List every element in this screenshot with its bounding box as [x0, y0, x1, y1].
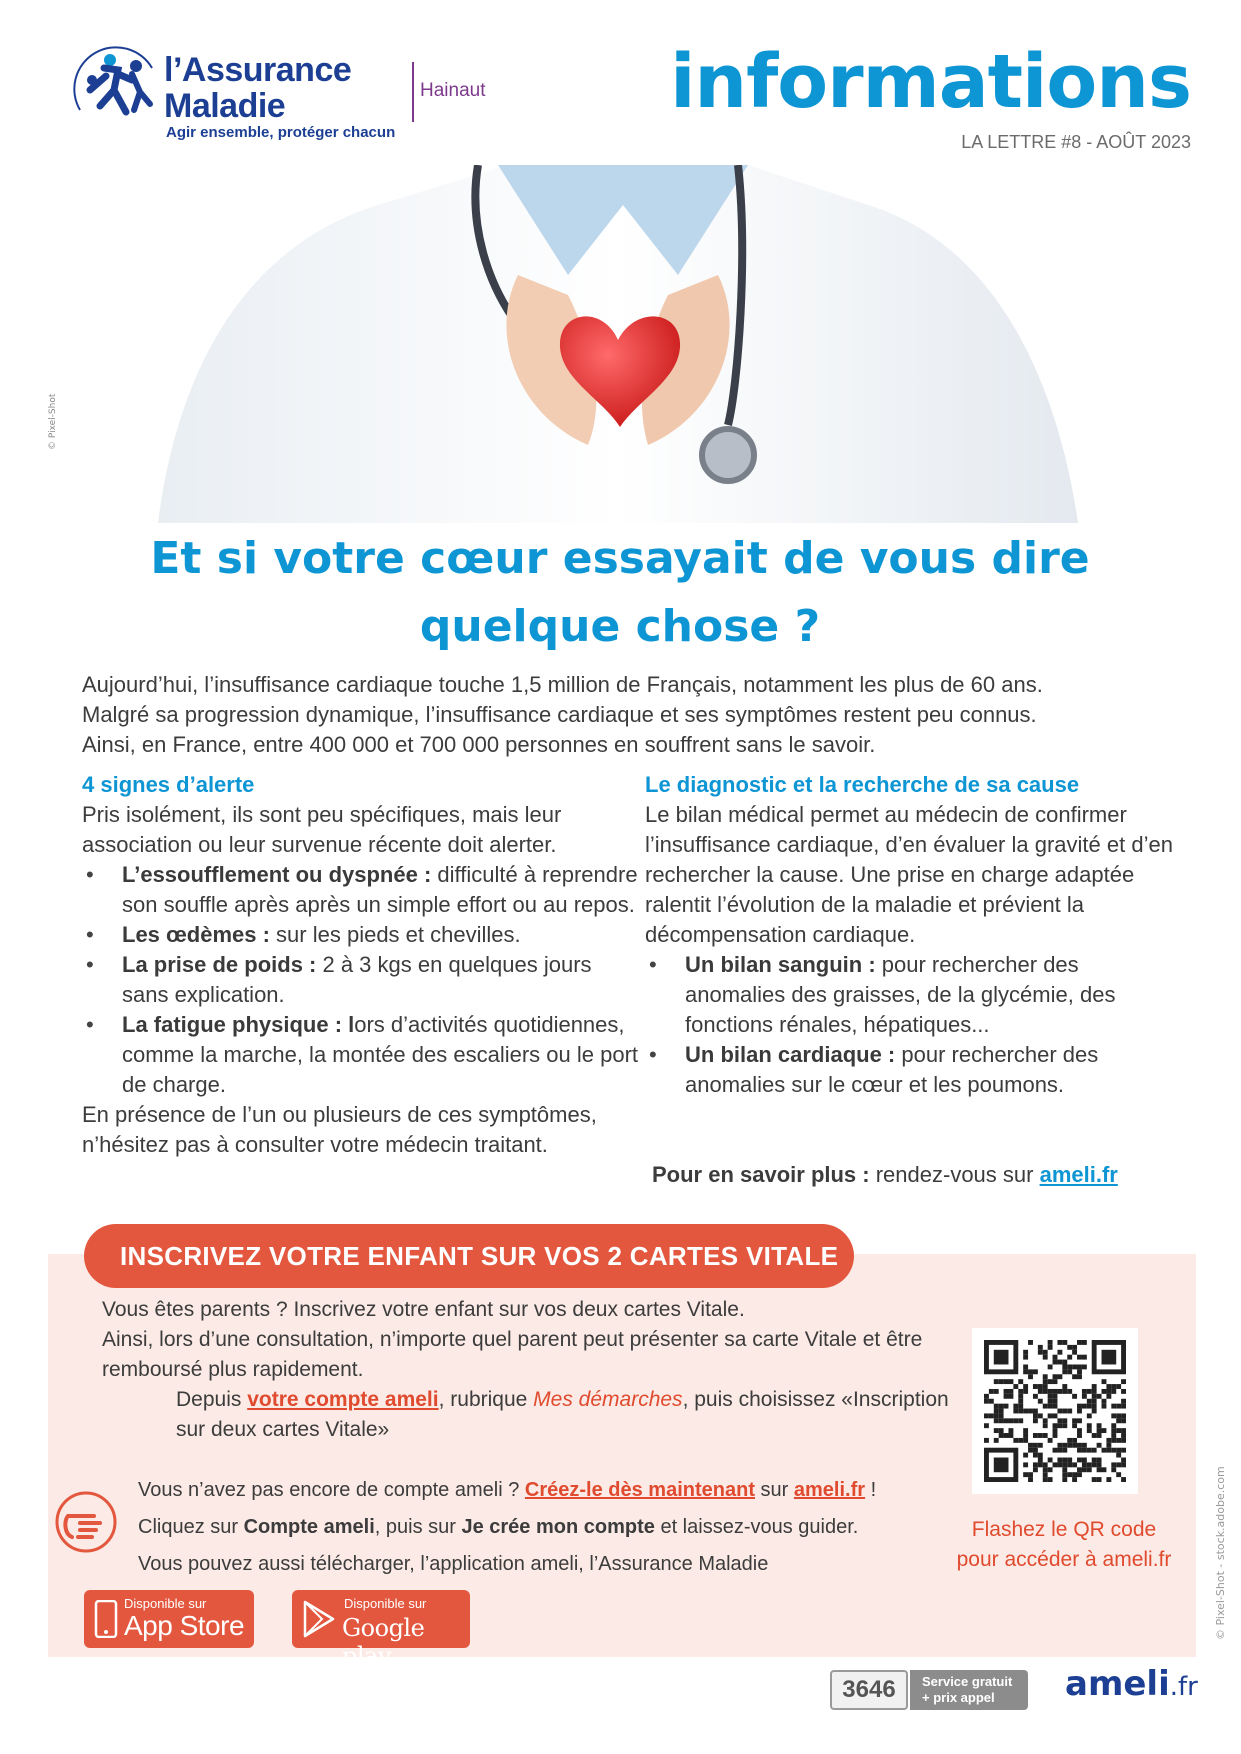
- warning-signs-section: 4 signes d’alerte Pris isolément, ils sont peu spécifiques, mais leur association ou leur survenue récente doit alerter. • L’essoufflement ou dyspnée : difficulté à reprendre son souffle après après un simple effort ou au repos. • Les œdèmes : sur les pieds et chevilles. • La prise de poids : 2 à 3 kgs en quelques jours sans explication. • La fatigue physique : lors d’activités quotidiennes, comme la marche, la montée des escaliers ou le port de charge. En présence de l’un ou plusieurs de ces symptômes, n’hésitez pas à consulter votre médecin traitant.: [82, 770, 642, 1160]
- phone-badge[interactable]: [830, 1670, 1030, 1710]
- qr-code: [972, 1328, 1138, 1494]
- ameli-account-link[interactable]: votre compte ameli: [247, 1388, 439, 1411]
- assurance-maladie-logo: [70, 40, 410, 160]
- assurance-maladie-emblem-icon: [70, 40, 160, 130]
- doctor-heart-photo: [48, 165, 1198, 523]
- masthead-title: informations: [670, 39, 1191, 125]
- phone-icon: [94, 1600, 118, 1638]
- list-item: • La fatigue physique : lors d’activités quotidiennes, comme la marche, la montée des escaliers ou le port de charge.: [122, 1010, 642, 1100]
- pointing-hand-icon: [54, 1490, 118, 1554]
- qr-caption: Flashez le QR code pour accéder à ameli.fr: [956, 1518, 1172, 1571]
- list-item: • La prise de poids : 2 à 3 kgs en quelques jours sans explication.: [122, 950, 642, 1010]
- headline: Et si votre cœur essayait de vous dire quelque chose ?: [150, 533, 1090, 652]
- account-text: Vous n’avez pas encore de compte ameli ? Créez-le dès maintenant sur ameli.fr ! Cliquez sur Compte ameli, puis sur Je crée mon compte et laissez-vous guider. Vous pouvez aussi télécharger, l’application ameli, l’Assurance Maladie: [138, 1479, 877, 1575]
- list-item: • Un bilan cardiaque : pour rechercher des anomalies sur le cœur et les poumons.: [685, 1040, 1185, 1100]
- diagnosis-list: [645, 950, 1185, 1100]
- ameli-footer-logo[interactable]: ameli.fr: [1065, 1664, 1198, 1704]
- vitale-text: Vous êtes parents ? Inscrivez votre enfant sur vos deux cartes Vitale. Ainsi, lors d’une consultation, n’importe quel parent peut présenter sa carte Vitale et être remboursé plus rapidement. Depuis votre compte ameli, rubrique Mes démarches, puis choisissez «Inscription sur deux cartes Vitale»: [102, 1298, 949, 1441]
- qr-code-icon: [984, 1340, 1126, 1482]
- list-item: • Un bilan sanguin : pour rechercher des anomalies des graisses, de la glycémie, des fonctions rénales, hépatiques...: [685, 950, 1185, 1040]
- doctor-heart-illustration: [48, 165, 1198, 523]
- diagnosis-section: Le diagnostic et la recherche de sa cause Le bilan médical permet au médecin de confirmer l’insuffisance cardiaque, d’en évaluer la gravité et d’en rechercher la cause. Une prise en charge adaptée ralentit l’évolution de la maladie et prévient la décompensation cardiaque. • Un bilan sanguin : pour rechercher des anomalies des graisses, de la glycémie, des fonctions rénales, hépatiques... • Un bilan cardiaque : pour rechercher des anomalies sur le cœur et les poumons.: [645, 770, 1185, 1100]
- ameli-fr-link[interactable]: ameli.fr: [793, 1479, 866, 1501]
- more-info-line: Pour en savoir plus : rendez-vous sur ameli.fr: [652, 1162, 1118, 1187]
- logo-divider: [412, 62, 414, 122]
- section-title: Le diagnostic et la recherche de sa cause: [645, 772, 1080, 797]
- phone-number: 3646: [830, 1670, 908, 1710]
- logo-title: l’Assurance Maladie: [164, 51, 352, 125]
- warning-signs-list: [82, 860, 642, 1100]
- intro-paragraph: Aujourd’hui, l’insuffisance cardiaque touche 1,5 million de Français, notamment les plus de 60 ans. Malgré sa progression dynamique, l’insuffisance cardiaque et ses symptômes restent peu connus. Ainsi, en France, entre 400 000 et 700 000 personnes en souffrent sans le savoir.: [82, 672, 1043, 757]
- logo-tagline: Agir ensemble, protéger chacun: [166, 124, 396, 141]
- phone-service-tag: Service gratuit + prix appel: [910, 1670, 1028, 1710]
- stock-credit: © Pixel-Shot - stock.adobe.com: [1214, 1466, 1227, 1640]
- list-item: • L’essoufflement ou dyspnée : difficulté à reprendre son souffle après après un simple effort ou au repos.: [122, 860, 642, 920]
- create-account-link[interactable]: Créez-le dès maintenant: [524, 1479, 755, 1501]
- issue-label: LA LETTRE #8 - AOÛT 2023: [961, 132, 1191, 152]
- app-store-badge[interactable]: Disponible sur App Store: [84, 1590, 254, 1648]
- vitale-banner: INSCRIVEZ VOTRE ENFANT SUR VOS 2 CARTES VITALE: [84, 1224, 854, 1288]
- play-icon: [302, 1600, 336, 1638]
- ameli-link[interactable]: ameli.fr: [1039, 1162, 1118, 1187]
- region-label: Hainaut: [420, 80, 486, 101]
- google-play-badge[interactable]: Disponible sur Google play: [292, 1590, 470, 1648]
- photo-side-credit: © Pixel-Shot: [48, 393, 58, 450]
- section-title: 4 signes d’alerte: [82, 772, 255, 797]
- list-item: • Les œdèmes : sur les pieds et chevilles.: [122, 920, 642, 950]
